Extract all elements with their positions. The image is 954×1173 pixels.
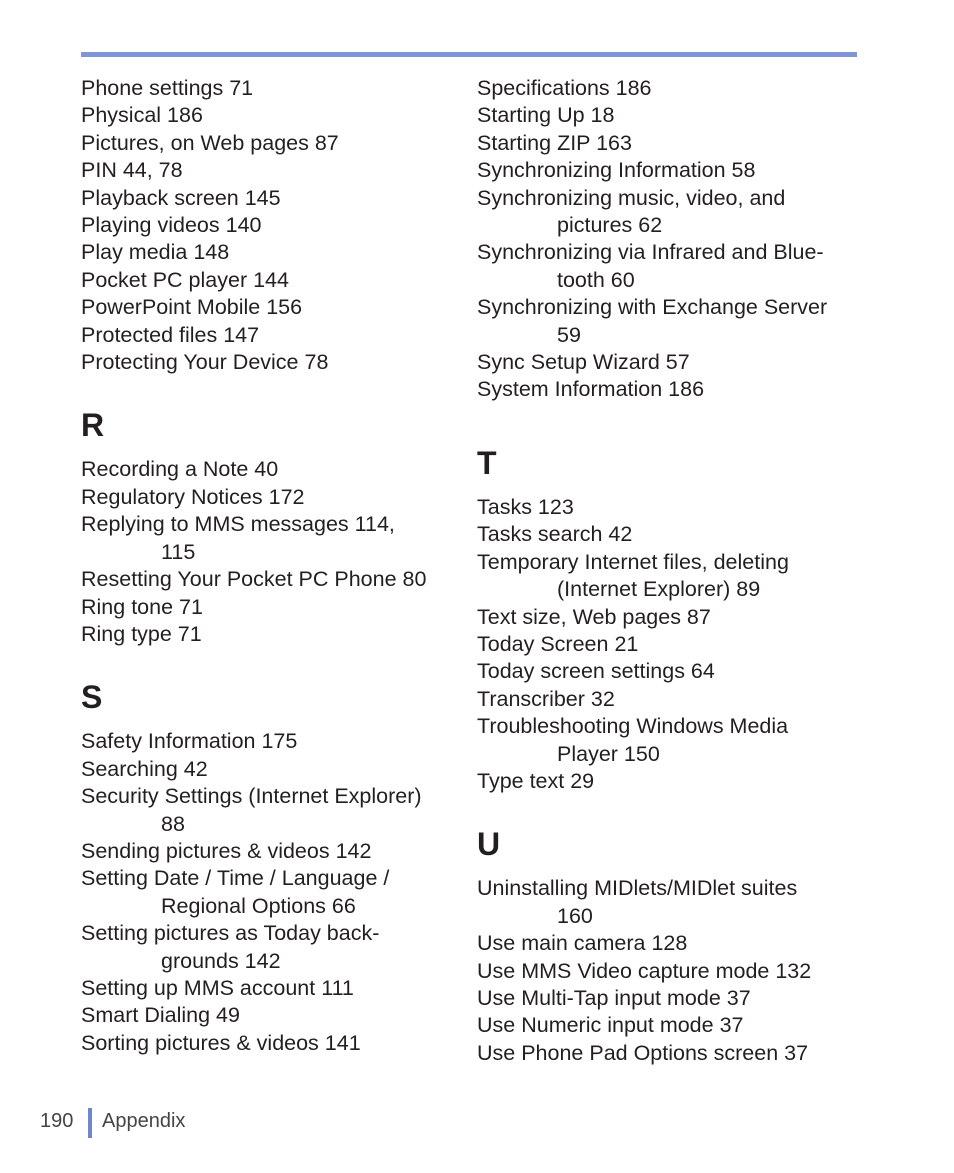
index-entry-continuation: 88 bbox=[161, 811, 185, 836]
index-entry-text: Sorting pictures & videos 141 bbox=[81, 1030, 361, 1055]
index-entry bbox=[81, 756, 471, 783]
index-entry bbox=[477, 376, 877, 403]
index-entry bbox=[81, 1030, 471, 1057]
index-entry-text: Play media 148 bbox=[81, 240, 230, 265]
index-entry bbox=[81, 594, 471, 621]
index-entry bbox=[477, 686, 877, 713]
index-entry bbox=[477, 549, 877, 604]
index-entry bbox=[81, 838, 471, 865]
index-entry bbox=[477, 1012, 877, 1039]
index-entry-text: Phone settings 71 bbox=[81, 76, 254, 100]
index-entry-text: Sending pictures & videos 142 bbox=[81, 838, 372, 863]
index-entry bbox=[81, 75, 471, 102]
index-entry-text: Tasks search 42 bbox=[477, 522, 633, 547]
index-entry-text: Ring type 71 bbox=[81, 621, 202, 646]
index-entry-text: Synchronizing with Exchange Server bbox=[477, 295, 828, 320]
index-entry bbox=[81, 456, 471, 483]
index-entry bbox=[477, 494, 877, 521]
index-entry bbox=[477, 157, 877, 184]
index-entry-text: Smart Dialing 49 bbox=[81, 1003, 240, 1028]
index-entry-text: Setting pictures as Today back- bbox=[81, 921, 380, 946]
index-entry bbox=[81, 728, 471, 755]
index-entry-text: Type text 29 bbox=[477, 768, 595, 793]
index-entry bbox=[81, 212, 471, 239]
index-entry-text: Troubleshooting Windows Media bbox=[477, 714, 789, 739]
index-entry-text: Safety Information 175 bbox=[81, 729, 298, 754]
index-entry bbox=[81, 1002, 471, 1029]
footer-divider bbox=[88, 1108, 92, 1138]
index-letter-heading: T bbox=[477, 444, 497, 481]
index-entry-text: Security Settings (Internet Explorer) bbox=[81, 784, 422, 809]
index-entry bbox=[477, 604, 877, 631]
index-entry-continuation: Player 150 bbox=[557, 741, 660, 766]
section-name: Appendix bbox=[102, 1110, 186, 1132]
index-entry-text: Starting ZIP 163 bbox=[477, 130, 632, 155]
index-entry bbox=[81, 130, 471, 157]
index-letter-heading: R bbox=[81, 407, 105, 444]
index-entry bbox=[477, 1040, 877, 1067]
index-entry-text: PIN 44, 78 bbox=[81, 158, 183, 183]
index-entry bbox=[81, 975, 471, 1002]
index-entry bbox=[477, 713, 877, 768]
index-entry-text: Use Numeric input mode 37 bbox=[477, 1013, 744, 1038]
index-entry-text: Pictures, on Web pages 87 bbox=[81, 130, 339, 155]
index-entry-text: Sync Setup Wizard 57 bbox=[477, 350, 690, 375]
index-entry bbox=[477, 239, 877, 294]
index-column-right bbox=[477, 75, 877, 1067]
index-entry bbox=[477, 349, 877, 376]
index-entry bbox=[81, 783, 471, 838]
index-entry-text: Synchronizing music, video, and bbox=[477, 185, 786, 210]
index-entry bbox=[81, 102, 471, 129]
index-entry-continuation: (Internet Explorer) 89 bbox=[557, 577, 761, 602]
index-entry-continuation: 160 bbox=[557, 903, 593, 928]
index-entry-text: Replying to MMS messages 114, bbox=[81, 512, 395, 537]
index-entry-continuation: 59 bbox=[557, 322, 581, 347]
index-entry-continuation: grounds 142 bbox=[161, 948, 281, 973]
index-entry bbox=[477, 185, 877, 240]
index-entry bbox=[477, 958, 877, 985]
index-entry-text: Transcriber 32 bbox=[477, 686, 615, 711]
index-entry-text: Protecting Your Device 78 bbox=[81, 350, 329, 375]
index-entry bbox=[477, 985, 877, 1012]
index-entry bbox=[81, 566, 471, 593]
index-entry-text: Use Multi-Tap input mode 37 bbox=[477, 985, 751, 1010]
index-entry bbox=[477, 658, 877, 685]
index-entry bbox=[477, 294, 877, 349]
index-entry-text: Ring tone 71 bbox=[81, 594, 203, 619]
index-entry-text: Playing videos 140 bbox=[81, 213, 262, 238]
index-entry-text: Use MMS Video capture mode 132 bbox=[477, 958, 812, 983]
header-rule bbox=[81, 52, 857, 57]
index-entry-text: Use Phone Pad Options screen 37 bbox=[477, 1040, 809, 1065]
index-entry-continuation: tooth 60 bbox=[557, 267, 635, 292]
index-entry-text: Specifications 186 bbox=[477, 76, 652, 100]
index-letter-heading: S bbox=[81, 679, 103, 716]
index-entry-text: Recording a Note 40 bbox=[81, 457, 279, 482]
index-entry bbox=[477, 930, 877, 957]
index-entry bbox=[81, 511, 471, 566]
index-entry bbox=[477, 130, 877, 157]
index-entry-text: Today screen settings 64 bbox=[477, 659, 715, 684]
index-entry bbox=[477, 631, 877, 658]
index-entry bbox=[81, 267, 471, 294]
index-entry-text: Physical 186 bbox=[81, 103, 203, 128]
index-entry bbox=[477, 768, 877, 795]
index-entry-text: System Information 186 bbox=[477, 377, 705, 402]
index-entry-text: Protected files 147 bbox=[81, 322, 260, 347]
index-entry bbox=[81, 322, 471, 349]
index-entry bbox=[81, 920, 471, 975]
index-entry-text: Synchronizing via Infrared and Blue- bbox=[477, 240, 824, 265]
index-entry-text: Today Screen 21 bbox=[477, 631, 639, 656]
index-entry bbox=[81, 185, 471, 212]
index-entry bbox=[477, 521, 877, 548]
index-entry bbox=[477, 75, 877, 102]
page-number: 190 bbox=[40, 1110, 74, 1132]
index-entry bbox=[477, 102, 877, 129]
index-entry-text: Tasks 123 bbox=[477, 494, 574, 519]
index-entry bbox=[81, 294, 471, 321]
index-entry bbox=[81, 349, 471, 376]
index-entry-text: Searching 42 bbox=[81, 756, 208, 781]
index-entry bbox=[477, 875, 877, 930]
index-entry-text: Setting up MMS account 111 bbox=[81, 975, 354, 1000]
index-entry bbox=[81, 484, 471, 511]
index-column-left bbox=[81, 75, 471, 1057]
index-entry-text: Synchronizing Information 58 bbox=[477, 158, 756, 183]
index-entry-text: Starting Up 18 bbox=[477, 103, 615, 128]
index-entry-continuation: Regional Options 66 bbox=[161, 893, 356, 918]
index-entry bbox=[81, 157, 471, 184]
index-entry bbox=[81, 621, 471, 648]
index-entry-text: Setting Date / Time / Language / bbox=[81, 866, 390, 891]
index-entry bbox=[81, 865, 471, 920]
index-entry-text: Resetting Your Pocket PC Phone 80 bbox=[81, 567, 427, 592]
index-entry-text: Temporary Internet files, deleting bbox=[477, 549, 789, 574]
index-entry-text: Regulatory Notices 172 bbox=[81, 484, 305, 509]
index-entry-text: Use main camera 128 bbox=[477, 931, 688, 956]
index-entry-text: Playback screen 145 bbox=[81, 185, 281, 210]
index-entry bbox=[81, 239, 471, 266]
index-entry-continuation: 115 bbox=[161, 539, 196, 564]
index-entry-text: PowerPoint Mobile 156 bbox=[81, 295, 303, 320]
index-entry-continuation: pictures 62 bbox=[557, 213, 663, 238]
index-entry-text: Text size, Web pages 87 bbox=[477, 604, 711, 629]
index-letter-heading: U bbox=[477, 826, 501, 863]
index-entry-text: Pocket PC player 144 bbox=[81, 267, 289, 292]
index-entry-text: Uninstalling MIDlets/MIDlet suites bbox=[477, 876, 798, 901]
